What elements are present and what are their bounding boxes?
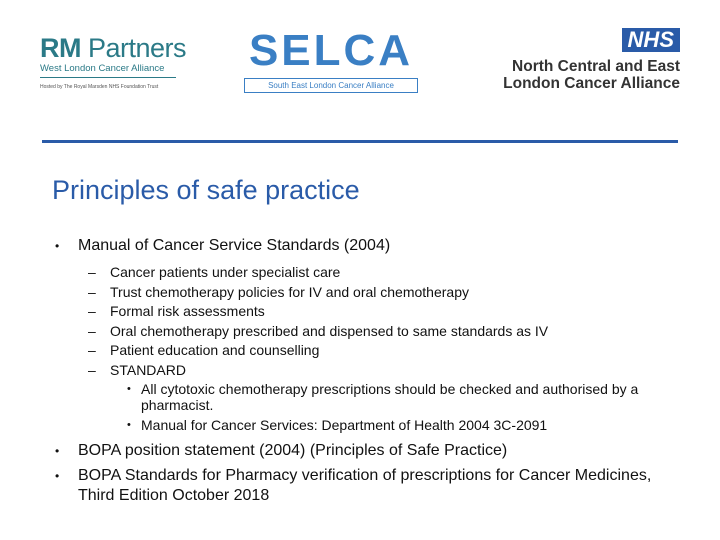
rm-partners-subtitle: West London Cancer Alliance — [40, 63, 165, 74]
dash-marker: – — [88, 342, 96, 358]
nhs-badge: NHS — [622, 28, 680, 52]
standard-point: • Manual for Cancer Services: Department of Health 2004 3C-2091 — [127, 417, 548, 433]
selca-subtitle: South East London Cancer Alliance — [244, 78, 418, 93]
bullet-marker: • — [127, 383, 131, 395]
bullet-bopa-standards: • BOPA Standards for Pharmacy verification of prescriptions for Cancer Medicines, Third Edition October 2018 — [55, 467, 652, 504]
bullet-bopa-position: • BOPA position statement (2004) (Principles of Safe Practice) — [55, 442, 508, 459]
sub-bullet: – Patient education and counselling — [55, 341, 685, 361]
slide-title: Principles of safe practice — [52, 175, 360, 205]
slide-body — [55, 236, 685, 506]
sub-bullet: – Formal risk assessments — [55, 302, 685, 322]
bullet-manual-standards: • Manual of Cancer Service Standards (2004) — [55, 237, 391, 254]
dash-marker: – — [88, 283, 96, 300]
rm-partners-divider — [40, 77, 176, 78]
bullet-marker: • — [55, 239, 60, 253]
selca-name: SELCA — [248, 26, 414, 75]
nhs-alliance-logo — [480, 28, 680, 92]
bullet-marker: • — [127, 419, 131, 431]
standard-point: • All cytotoxic chemotherapy prescriptions should be checked and authorised by a pharmacist. — [127, 381, 639, 413]
dash-marker: – — [88, 264, 96, 280]
bullet-marker: • — [55, 469, 60, 483]
rm-partners-logo — [40, 33, 187, 90]
dash-marker: – — [88, 303, 96, 319]
nhs-alliance-line2: London Cancer Alliance — [503, 75, 680, 92]
selca-logo — [244, 28, 418, 93]
sub-bullet-standard: – STANDARD — [55, 361, 685, 381]
sub-bullet: – Oral chemotherapy prescribed and dispensed to same standards as IV — [55, 322, 685, 342]
rm-partners-host: Hosted by The Royal Marsden NHS Foundation Trust — [40, 84, 159, 90]
sub-bullet: – Cancer patients under specialist care — [55, 263, 685, 283]
dash-marker: – — [88, 322, 96, 339]
nhs-alliance-line1: North Central and East — [512, 58, 680, 75]
header-divider — [42, 140, 678, 143]
bullet-marker: • — [55, 444, 60, 458]
sub-bullet: – Trust chemotherapy policies for IV and oral chemotherapy — [55, 283, 685, 303]
rm-partners-name: RM Partners — [40, 33, 187, 63]
dash-marker: – — [88, 361, 96, 378]
